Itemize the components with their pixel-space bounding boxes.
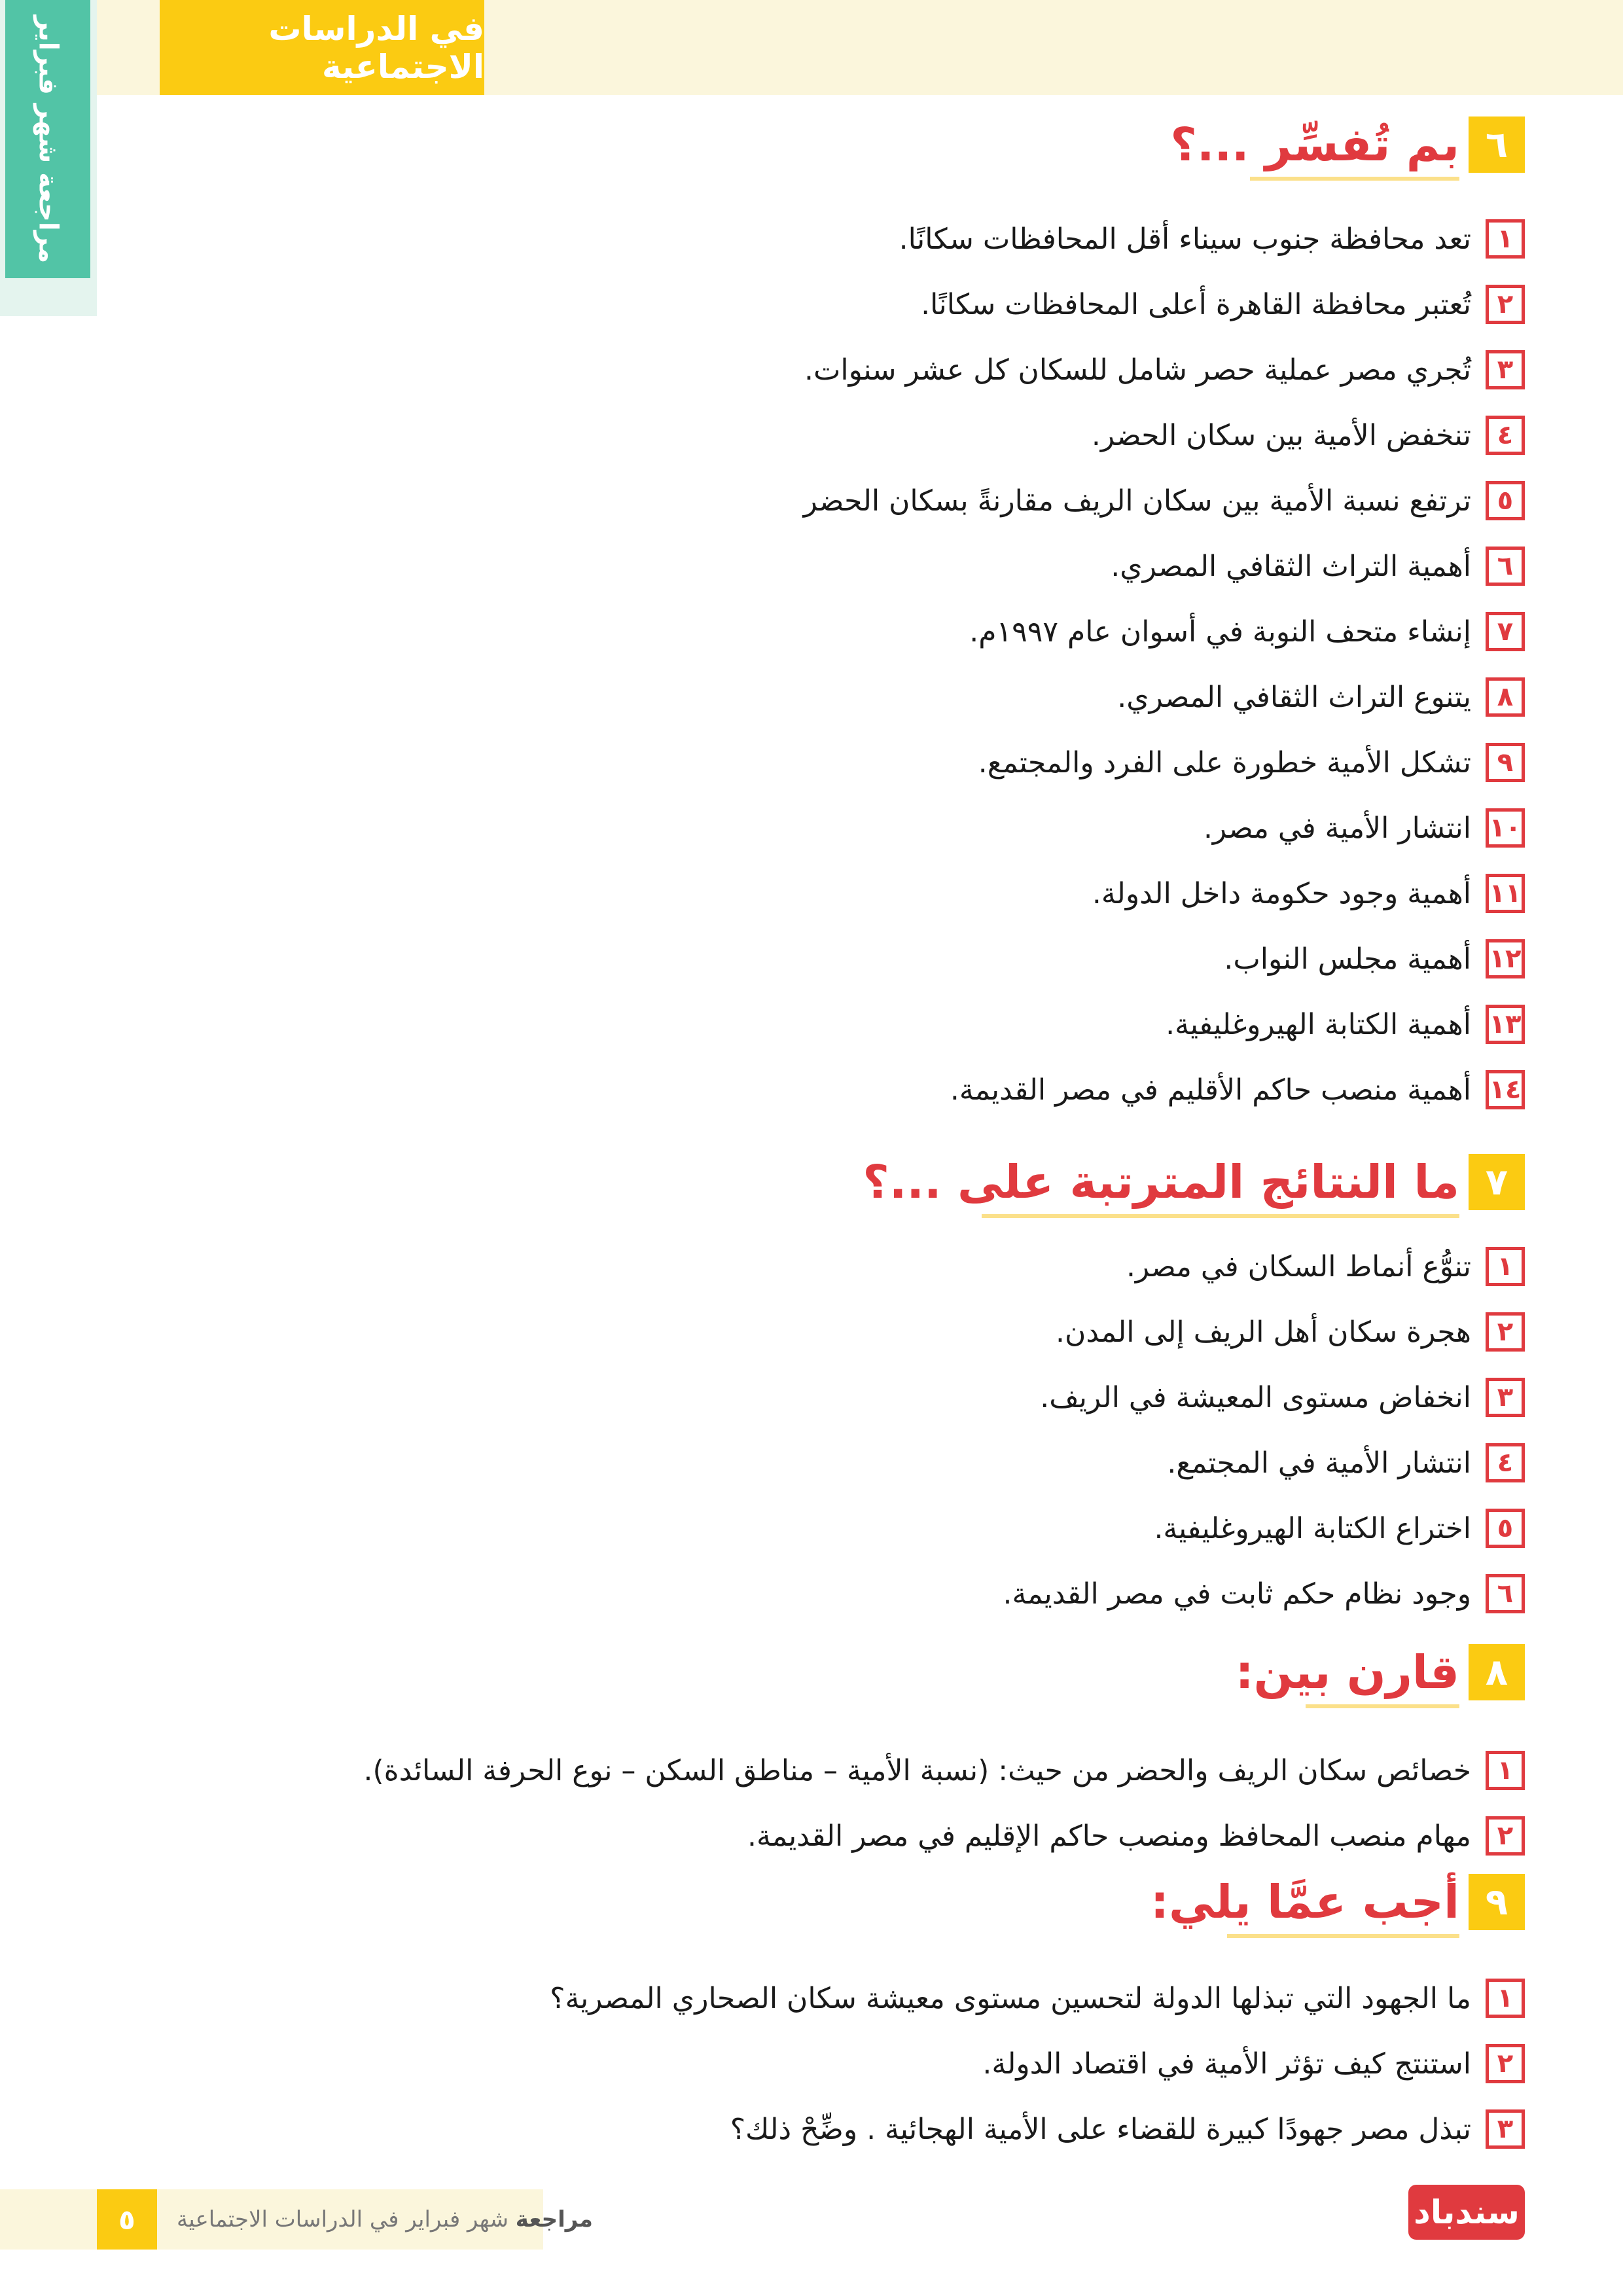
item-number: ٨ bbox=[1486, 677, 1525, 717]
item-text: أهمية مجلس النواب. bbox=[1224, 942, 1471, 976]
item-text: تنخفض الأمية بين سكان الحضر. bbox=[1091, 418, 1471, 452]
list-item bbox=[1092, 867, 1525, 920]
item-text: يتنوع التراث الثقافي المصري. bbox=[1117, 680, 1471, 714]
list-item bbox=[1117, 671, 1525, 723]
section-heading-6 bbox=[1170, 117, 1525, 182]
list-item bbox=[1126, 1240, 1525, 1293]
list-item bbox=[747, 1810, 1525, 1862]
page-number: ٥ bbox=[97, 2189, 157, 2250]
list-item bbox=[804, 475, 1525, 527]
list-item bbox=[1003, 1568, 1525, 1620]
section-underline bbox=[982, 1214, 1459, 1218]
list-item bbox=[730, 2103, 1525, 2155]
list-item bbox=[1056, 1306, 1525, 1358]
item-text: تُعتبر محافظة القاهرة أعلى المحافظات سكانًا. bbox=[921, 287, 1471, 321]
item-number: ١٠ bbox=[1486, 808, 1525, 848]
section-underline bbox=[1227, 1934, 1459, 1938]
item-number: ١ bbox=[1486, 219, 1525, 259]
section-number: ٩ bbox=[1469, 1874, 1525, 1930]
side-rail-label: مراجعة شهر فبراير bbox=[33, 15, 63, 263]
item-text: تعد محافظة جنوب سيناء أقل المحافظات سكانًا. bbox=[899, 222, 1471, 256]
section-number: ٦ bbox=[1469, 117, 1525, 173]
item-text: تُجري مصر عملية حصر شامل للسكان كل عشر سنوات. bbox=[804, 353, 1471, 387]
list-item bbox=[1166, 998, 1525, 1050]
section-number: ٨ bbox=[1469, 1644, 1525, 1700]
item-text: تنوُّع أنماط السكان في مصر. bbox=[1126, 1249, 1471, 1283]
section-heading-8 bbox=[1235, 1644, 1525, 1710]
item-number: ٢ bbox=[1486, 285, 1525, 324]
footer-label-rest: شهر فبراير في الدراسات الاجتماعية bbox=[177, 2206, 508, 2233]
list-item bbox=[969, 605, 1525, 658]
item-number: ٤ bbox=[1486, 1443, 1525, 1482]
list-item bbox=[950, 1064, 1525, 1116]
section-title: أجب عمَّا يلي: bbox=[1150, 1875, 1459, 1929]
list-item bbox=[804, 344, 1525, 396]
list-item bbox=[550, 1972, 1525, 2024]
item-number: ١ bbox=[1486, 1247, 1525, 1286]
section-underline bbox=[1250, 177, 1459, 181]
item-text: انخفاض مستوى المعيشة في الريف. bbox=[1040, 1380, 1471, 1414]
item-text: تبذل مصر جهودًا كبيرة للقضاء على الأمية الهجائية . وضِّحْ ذلك؟ bbox=[730, 2112, 1471, 2146]
item-number: ١٣ bbox=[1486, 1005, 1525, 1044]
item-number: ٣ bbox=[1486, 350, 1525, 389]
list-item bbox=[363, 1744, 1525, 1797]
list-item bbox=[1040, 1371, 1525, 1424]
item-text: ما الجهود التي تبذلها الدولة لتحسين مستوى معيشة سكان الصحاري المصرية؟ bbox=[550, 1981, 1471, 2015]
item-text: إنشاء متحف النوبة في أسوان عام ١٩٩٧م. bbox=[969, 615, 1471, 649]
item-number: ١٢ bbox=[1486, 939, 1525, 978]
item-text: انتشار الأمية في المجتمع. bbox=[1167, 1446, 1471, 1480]
footer-label-bold: مراجعة bbox=[515, 2206, 593, 2233]
section-underline bbox=[1306, 1704, 1459, 1708]
item-text: أهمية التراث الثقافي المصري. bbox=[1111, 549, 1471, 583]
item-text: أهمية منصب حاكم الأقليم في مصر القديمة. bbox=[950, 1073, 1471, 1107]
item-text: تشكل الأمية خطورة على الفرد والمجتمع. bbox=[978, 745, 1471, 780]
item-number: ٤ bbox=[1486, 416, 1525, 455]
item-text: انتشار الأمية في مصر. bbox=[1203, 811, 1471, 845]
item-number: ٥ bbox=[1486, 1509, 1525, 1548]
list-item bbox=[1167, 1437, 1525, 1489]
item-text: ترتفع نسبة الأمية بين سكان الريف مقارنةً بسكان الحضر bbox=[803, 484, 1471, 518]
section-title: ما النتائج المترتبة على ...؟ bbox=[863, 1155, 1459, 1209]
section-heading-9 bbox=[1150, 1874, 1525, 1939]
item-number: ٢ bbox=[1486, 1816, 1525, 1856]
footer-label bbox=[177, 2189, 593, 2250]
list-item bbox=[982, 2037, 1525, 2090]
item-text: مهام منصب المحافظ ومنصب حاكم الإقليم في مصر القديمة. bbox=[747, 1819, 1471, 1853]
item-number: ٣ bbox=[1486, 1378, 1525, 1417]
list-item bbox=[1092, 409, 1525, 461]
item-number: ٧ bbox=[1486, 612, 1525, 651]
item-number: ٩ bbox=[1486, 743, 1525, 782]
list-item bbox=[1154, 1502, 1525, 1554]
publisher-logo: سندباد bbox=[1408, 2185, 1525, 2240]
item-number: ٢ bbox=[1486, 2044, 1525, 2083]
item-number: ١ bbox=[1486, 1979, 1525, 2018]
item-text: أهمية وجود حكومة داخل الدولة. bbox=[1092, 876, 1471, 910]
item-text: اختراع الكتابة الهيروغليفية. bbox=[1154, 1511, 1471, 1545]
item-number: ١١ bbox=[1486, 874, 1525, 913]
item-number: ١ bbox=[1486, 1751, 1525, 1790]
item-number: ٦ bbox=[1486, 547, 1525, 586]
item-text: وجود نظام حكم ثابت في مصر القديمة. bbox=[1003, 1577, 1471, 1611]
item-text: هجرة سكان أهل الريف إلى المدن. bbox=[1056, 1315, 1471, 1349]
page-header-title: في الدراسات الاجتماعية bbox=[160, 0, 484, 95]
item-number: ١٤ bbox=[1486, 1070, 1525, 1109]
section-title: بم تُفسِّر ...؟ bbox=[1170, 118, 1459, 171]
item-number: ٢ bbox=[1486, 1312, 1525, 1352]
side-rail bbox=[0, 0, 97, 316]
item-number: ٥ bbox=[1486, 481, 1525, 520]
item-number: ٦ bbox=[1486, 1574, 1525, 1613]
item-text: أهمية الكتابة الهيروغليفية. bbox=[1166, 1007, 1471, 1041]
list-item bbox=[1111, 540, 1525, 592]
list-item bbox=[921, 278, 1525, 331]
list-item bbox=[978, 736, 1525, 789]
item-number: ٣ bbox=[1486, 2109, 1525, 2149]
section-title: قارن بين: bbox=[1235, 1645, 1459, 1699]
list-item bbox=[899, 213, 1525, 265]
item-text: استنتج كيف تؤثر الأمية في اقتصاد الدولة. bbox=[982, 2047, 1471, 2081]
side-rail-tab bbox=[5, 0, 90, 278]
list-item bbox=[1204, 802, 1525, 854]
section-heading-7 bbox=[863, 1154, 1525, 1219]
list-item bbox=[1224, 933, 1525, 985]
item-text: خصائص سكان الريف والحضر من حيث: (نسبة الأمية – مناطق السكن – نوع الحرفة السائدة). bbox=[363, 1753, 1471, 1787]
section-number: ٧ bbox=[1469, 1154, 1525, 1210]
